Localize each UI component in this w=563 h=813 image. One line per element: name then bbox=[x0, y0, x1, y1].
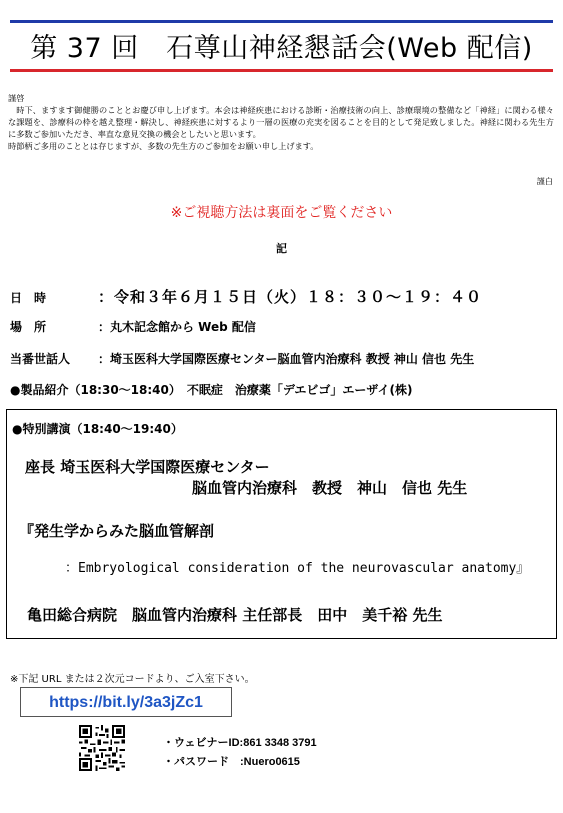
access-note: ※下記 URL または２次元コードより、ご入室下さい。 bbox=[10, 674, 255, 685]
body-paragraph-2: 時節柄ご多用のこととは存じますが、多数の先生方のご参加をお願い申し上げます。 bbox=[8, 141, 319, 151]
url-link[interactable]: https://bit.ly/3a3jZc1 bbox=[49, 694, 203, 711]
webinar-password: ・パスワード :Nuero0615 bbox=[163, 756, 300, 768]
closing: 謹白 bbox=[536, 176, 553, 186]
body-text bbox=[8, 104, 554, 152]
body-paragraph: 時下、ますます御健勝のこととお慶び申し上げます。本会は神経疾患における診断・治療技術の向上、診療環境の整備など「神経」に関わる様々な課題を、診療科の枠を越え整理・解決し、神経疾患に対するより一層の医療の充実を図ることを目的として発足致しました。神経に関わる先生方に多数ご参加いただき、率直な意見交換の機会としたいと思います。 bbox=[8, 105, 554, 139]
ki-heading: 記 bbox=[276, 242, 287, 255]
lecture-box bbox=[6, 409, 557, 639]
viewing-notice: ※ご視聴方法は裏面をご覧ください bbox=[170, 205, 393, 221]
product-intro: ●製品紹介（18:30～18:40） 不眠症 治療薬「デエビゴ」エーザイ(株) bbox=[10, 383, 413, 397]
place-value: ：丸木記念館から Web 配信 bbox=[98, 320, 256, 334]
host-value: ：埼玉医科大学国際医療センター脳血管内治療科 教授 神山 信也 先生 bbox=[98, 352, 475, 366]
webinar-info bbox=[163, 734, 317, 772]
lecture-title-jp: 『発生学からみた脳血管解剖 bbox=[19, 522, 215, 540]
place-row bbox=[10, 318, 256, 335]
chair-line-1: 座長 埼玉医科大学国際医療センター bbox=[25, 458, 270, 476]
chair-line-2: 脳血管内治療科 教授 神山 信也 先生 bbox=[192, 479, 468, 497]
datetime-label: 日 時 bbox=[10, 291, 47, 305]
page-title: 第 37 回 石尊山神経懇話会(Web 配信) bbox=[30, 33, 533, 64]
place-label: 場 所 bbox=[10, 320, 47, 334]
url-box[interactable] bbox=[20, 687, 232, 717]
host-row bbox=[10, 350, 474, 367]
title-top-rule bbox=[10, 20, 553, 23]
lecture-speaker: 亀田総合病院 脳血管内治療科 主任部長 田中 美千裕 先生 bbox=[27, 606, 443, 624]
qr-code-icon[interactable] bbox=[79, 725, 125, 771]
lecture-heading: ●特別講演（18:40～19:40） bbox=[12, 422, 183, 436]
datetime-value: ：令和３年６月１５日（火）１８：３０～１９：４０ bbox=[98, 288, 483, 306]
lecture-title-en: ：Embryological consideration of the neurovascular anatomy』 bbox=[65, 561, 530, 576]
webinar-id: ・ウェビナーID:861 3348 3791 bbox=[163, 737, 317, 749]
datetime-row bbox=[10, 286, 482, 307]
title-bottom-rule bbox=[10, 69, 553, 72]
host-label: 当番世話人 bbox=[10, 352, 71, 366]
salutation: 謹啓 bbox=[8, 93, 25, 103]
